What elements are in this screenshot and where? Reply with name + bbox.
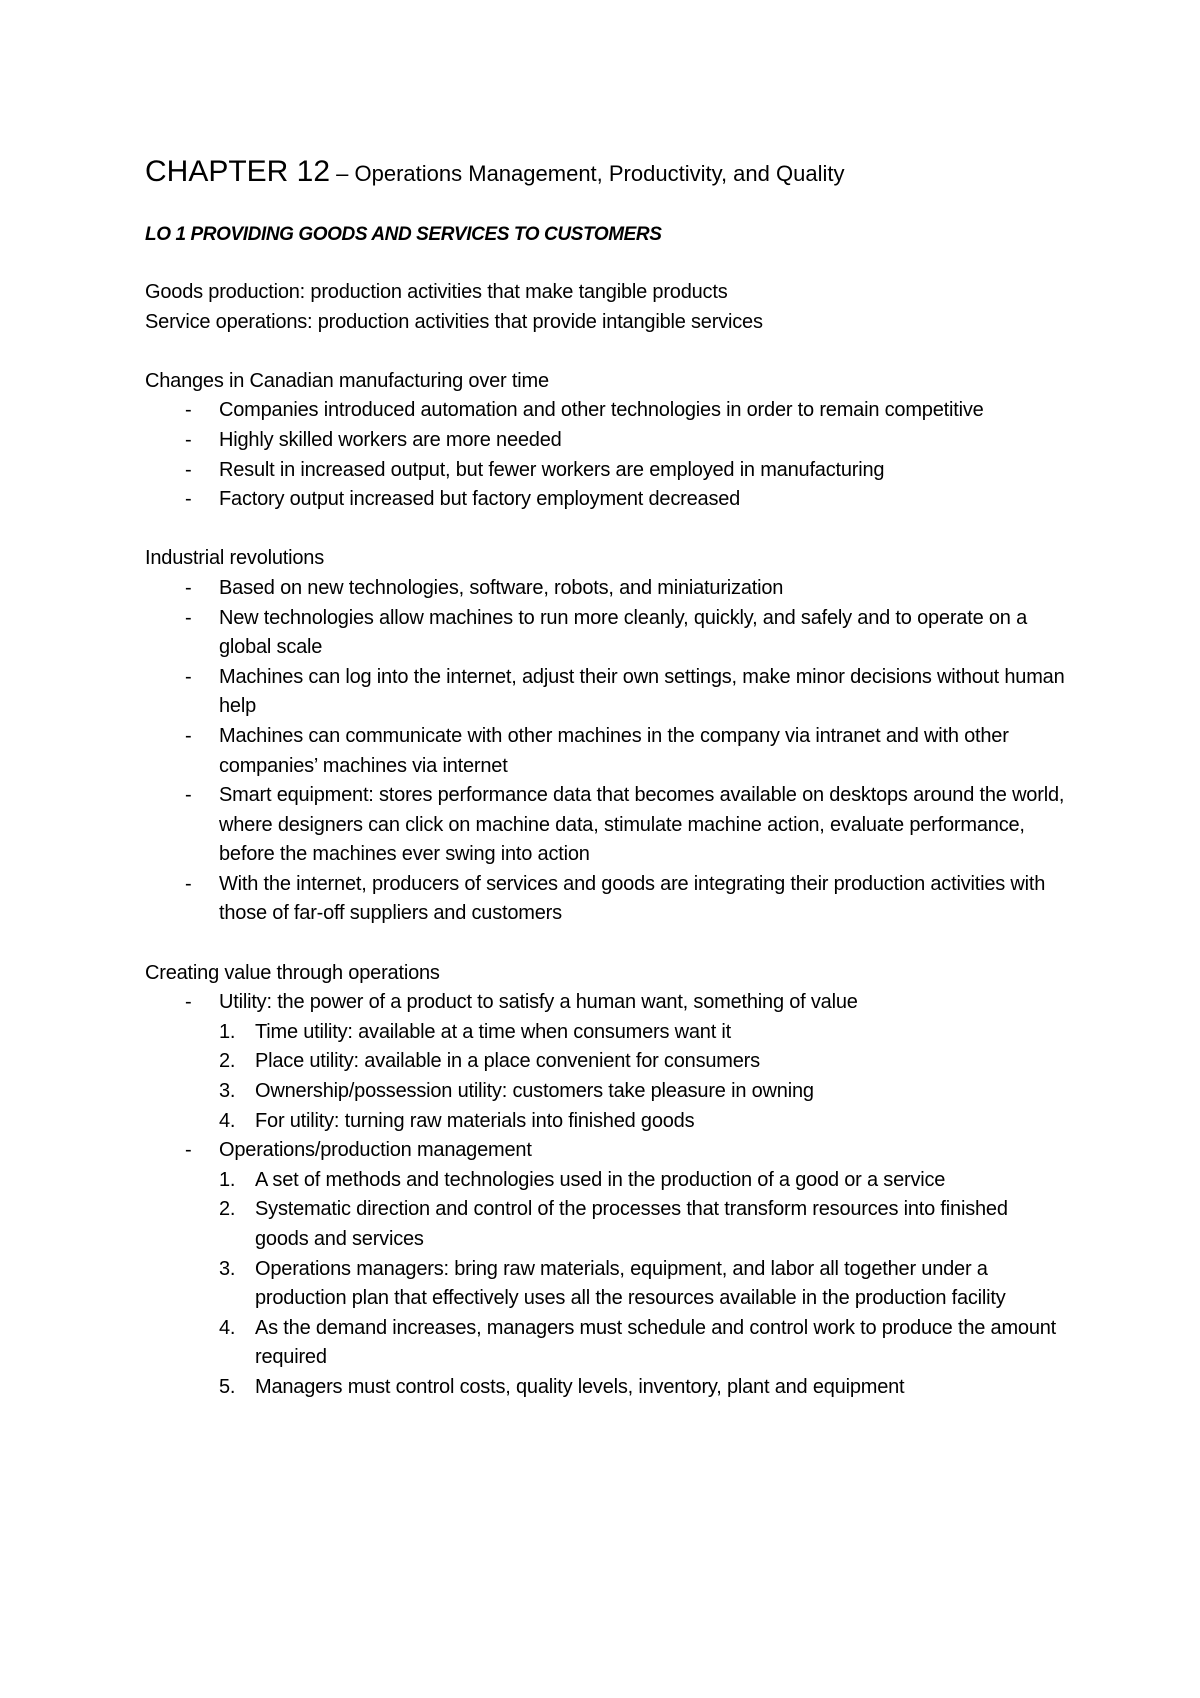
- numbered-item-text: Time utility: available at a time when consumers want it: [255, 1020, 732, 1043]
- list-item-text: Operations/production management: [219, 1139, 532, 1162]
- numbered-item: [219, 1255, 1065, 1314]
- number-marker: 5.: [219, 1375, 236, 1398]
- number-marker: 2.: [219, 1198, 236, 1221]
- list-item-text: Companies introduced automation and other technologies in order to remain competitive: [219, 399, 984, 422]
- dash-marker: -: [185, 458, 192, 481]
- numbered-item-text: For utility: turning raw materials into finished goods: [255, 1109, 695, 1132]
- bullet-list-creating-value: [145, 988, 1065, 1402]
- dash-marker: -: [185, 724, 192, 747]
- list-item: [145, 485, 1065, 515]
- number-marker: 4.: [219, 1109, 236, 1132]
- numbered-item-text: Managers must control costs, quality levels, inventory, plant and equipment: [255, 1375, 905, 1398]
- list-item: [145, 604, 1065, 663]
- spacer: [145, 515, 1065, 545]
- chapter-title: [145, 150, 1065, 194]
- numbered-item: [219, 1077, 1065, 1107]
- list-item-text: Result in increased output, but fewer workers are employed in manufacturing: [219, 458, 885, 481]
- bullet-list-manufacturing-changes: [145, 396, 1065, 514]
- number-marker: 4.: [219, 1316, 236, 1339]
- list-item: [145, 456, 1065, 486]
- list-item: [145, 663, 1065, 722]
- list-item-text: Factory output increased but factory employment decreased: [219, 488, 741, 511]
- number-marker: 1.: [219, 1020, 236, 1043]
- dash-marker: -: [185, 428, 192, 451]
- bullet-list-industrial-revolutions: [145, 574, 1065, 929]
- dash-marker: -: [185, 399, 192, 422]
- definition-service-operations: Service operations: production activities that provide intangible services: [145, 310, 763, 333]
- list-item-text: Based on new technologies, software, robots, and miniaturization: [219, 576, 784, 599]
- section-heading-manufacturing-changes: Changes in Canadian manufacturing over time: [145, 369, 549, 392]
- list-item: [145, 426, 1065, 456]
- list-item: [145, 396, 1065, 426]
- list-item-text: Machines can communicate with other machines in the company via intranet and with other companies’ machines via internet: [219, 724, 1009, 777]
- numbered-list-utility: [219, 1018, 1065, 1136]
- numbered-item-text: Ownership/possession utility: customers take pleasure in owning: [255, 1080, 814, 1103]
- dash-marker: -: [185, 488, 192, 511]
- numbered-item-text: Systematic direction and control of the processes that transform resources into finished goods and services: [255, 1198, 1008, 1250]
- numbered-item: [219, 1047, 1065, 1077]
- numbered-item: [219, 1314, 1065, 1373]
- numbered-list-operations-management: [219, 1166, 1065, 1403]
- list-item: [145, 574, 1065, 604]
- list-item: [145, 722, 1065, 781]
- spacer: [145, 929, 1065, 959]
- document-content: [145, 150, 1065, 1403]
- chapter-title-main: CHAPTER 12: [145, 155, 331, 188]
- dash-marker: -: [185, 872, 192, 895]
- list-item-text: New technologies allow machines to run more cleanly, quickly, and safely and to operate on a global scale: [219, 606, 1027, 659]
- dash-marker: -: [185, 665, 192, 688]
- list-item: [145, 870, 1065, 929]
- numbered-item-text: A set of methods and technologies used in the production of a good or a service: [255, 1168, 946, 1191]
- list-item-text: Smart equipment: stores performance data that becomes available on desktops around the world, where designers can click on machine data, stimulate machine action, evaluate performance, before the machines ever swing into action: [219, 784, 1065, 866]
- numbered-item: [219, 1018, 1065, 1048]
- list-item-text: With the internet, producers of services and goods are integrating their production activities with those of far-off suppliers and customers: [219, 872, 1046, 925]
- numbered-item-text: Place utility: available in a place convenient for consumers: [255, 1050, 760, 1073]
- chapter-title-subtitle: – Operations Management, Productivity, and Quality: [330, 161, 845, 186]
- list-item-text: Highly skilled workers are more needed: [219, 428, 562, 451]
- section-heading-creating-value: Creating value through operations: [145, 961, 440, 984]
- numbered-item: [219, 1373, 1065, 1403]
- numbered-item-text: Operations managers: bring raw materials, equipment, and labor all together under a production plan that effectively uses all the resources available in the production facility: [255, 1257, 1006, 1310]
- number-marker: 2.: [219, 1050, 236, 1073]
- numbered-item: [219, 1195, 1065, 1254]
- learning-objective-heading: LO 1 PROVIDING GOODS AND SERVICES TO CUSTOMERS: [145, 224, 662, 245]
- dash-marker: -: [185, 991, 192, 1014]
- dash-marker: -: [185, 784, 192, 807]
- list-item-text: Utility: the power of a product to satisfy a human want, something of value: [219, 991, 858, 1014]
- list-item-text: Machines can log into the internet, adjust their own settings, make minor decisions without human help: [219, 665, 1065, 718]
- numbered-item: [219, 1166, 1065, 1196]
- dash-marker: -: [185, 576, 192, 599]
- number-marker: 1.: [219, 1168, 236, 1191]
- section-heading-industrial-revolutions: Industrial revolutions: [145, 547, 325, 570]
- definition-goods-production: Goods production: production activities that make tangible products: [145, 281, 728, 303]
- spacer: [145, 337, 1065, 367]
- dash-marker: -: [185, 606, 192, 629]
- dash-marker: -: [185, 1139, 192, 1162]
- numbered-item: [219, 1107, 1065, 1137]
- number-marker: 3.: [219, 1080, 236, 1103]
- numbered-item-text: As the demand increases, managers must schedule and control work to produce the amount required: [255, 1316, 1057, 1369]
- list-item: [145, 781, 1065, 870]
- number-marker: 3.: [219, 1257, 236, 1280]
- list-item: [145, 988, 1065, 1136]
- list-item: [145, 1136, 1065, 1402]
